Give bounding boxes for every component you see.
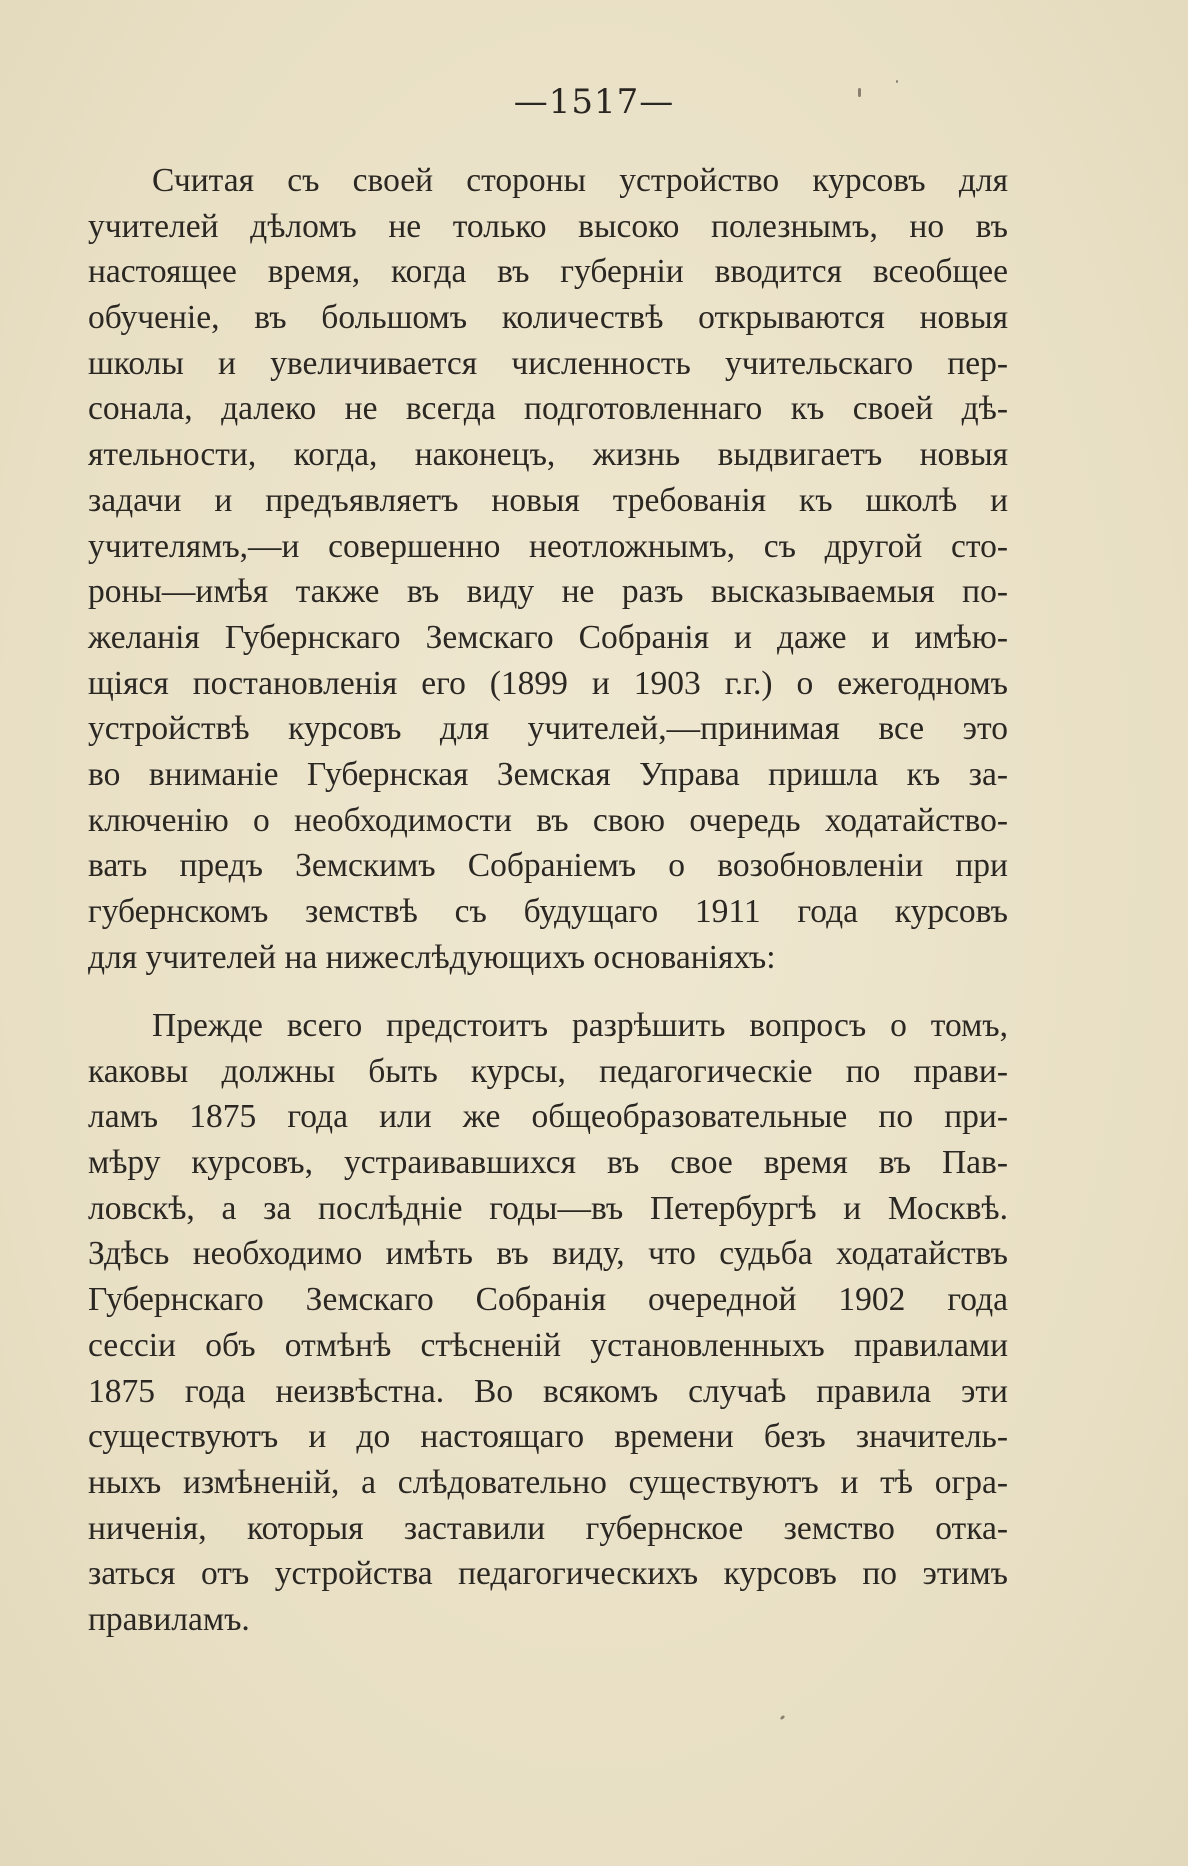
text-line: учителей дѣломъ не только высоко полезнымъ, но въ (88, 207, 1008, 245)
text-line: заться отъ устройства педагогическихъ курсовъ по этимъ (88, 1555, 1008, 1593)
text-line: школы и увеличивается численность учительскаго пер- (88, 344, 1008, 382)
text-line: для учителей на нижеслѣдующихъ основаніяхъ: (88, 938, 776, 976)
text-line: во вниманіе Губернская Земская Управа пришла къ за- (88, 755, 1008, 793)
text-line: Здѣсь необходимо имѣть въ виду, что судьба ходатайствъ (88, 1235, 1008, 1273)
text-line: настоящее время, когда въ губерніи вводится всеобщее (88, 253, 1008, 291)
text-line: сессіи объ отмѣнѣ стѣсненій установленныхъ правилами (88, 1326, 1008, 1364)
text-line: желанія Губернскаго Земскаго Собранія и даже и имѣю- (88, 618, 1008, 656)
text-line: Прежде всего предстоитъ разрѣшить вопросъ о томъ, (152, 1007, 1008, 1044)
text-line: учителямъ,—и совершенно неотложнымъ, съ другой сто- (88, 527, 1008, 565)
page-number: —1517— (513, 82, 675, 122)
text-line: каковы должны быть курсы, педагогическіе по прави- (88, 1052, 1008, 1090)
text-line: ныхъ измѣненій, а слѣдовательно существуютъ и тѣ огра- (88, 1463, 1008, 1501)
paper-speck (858, 88, 861, 97)
text-line: Считая съ своей стороны устройство курсовъ для (152, 162, 1008, 199)
text-line: щіяся постановленія его (1899 и 1903 г.г.) о ежегодномъ (88, 664, 1008, 702)
paragraph-2 (88, 1003, 1008, 1643)
text-line: вать предъ Земскимъ Собраніемъ о возобновленіи при (88, 847, 1008, 885)
text-line: ловскѣ, а за послѣдніе годы—въ Петербургѣ и Москвѣ. (88, 1189, 1008, 1227)
paragraph-1 (88, 158, 1008, 980)
text-line: существуютъ и до настоящаго времени безъ значитель- (88, 1418, 1008, 1456)
text-line: ключенію о необходимости въ свою очередь ходатайство- (88, 801, 1008, 839)
text-line: обученіе, въ большомъ количествѣ открываются новыя (88, 299, 1008, 337)
text-line: ниченія, которыя заставили губернское земство отка- (88, 1509, 1008, 1547)
text-line: правиламъ. (88, 1600, 250, 1638)
text-line: роны—имѣя также въ виду не разъ высказываемыя по- (88, 573, 1008, 611)
text-line: мѣру курсовъ, устраивавшихся въ свое время въ Пав- (88, 1144, 1008, 1182)
text-line: сонала, далеко не всегда подготовленнаго къ своей дѣ- (88, 390, 1008, 428)
text-line: ятельности, когда, наконецъ, жизнь выдвигаетъ новыя (88, 436, 1008, 474)
paper-speck (896, 80, 898, 83)
text-line: Губернскаго Земскаго Собранія очередной 1902 года (88, 1281, 1008, 1319)
text-line: губернскомъ земствѣ съ будущаго 1911 года курсовъ (88, 893, 1008, 930)
paper-speck (780, 1715, 786, 1721)
text-line: ламъ 1875 года или же общеобразовательные по при- (88, 1098, 1008, 1136)
text-line: устройствѣ курсовъ для учителей,—принимая все это (88, 710, 1008, 748)
text-line: задачи и предъявляетъ новыя требованія къ школѣ и (88, 481, 1008, 519)
text-line: 1875 года неизвѣстна. Во всякомъ случаѣ правила эти (88, 1372, 1008, 1410)
